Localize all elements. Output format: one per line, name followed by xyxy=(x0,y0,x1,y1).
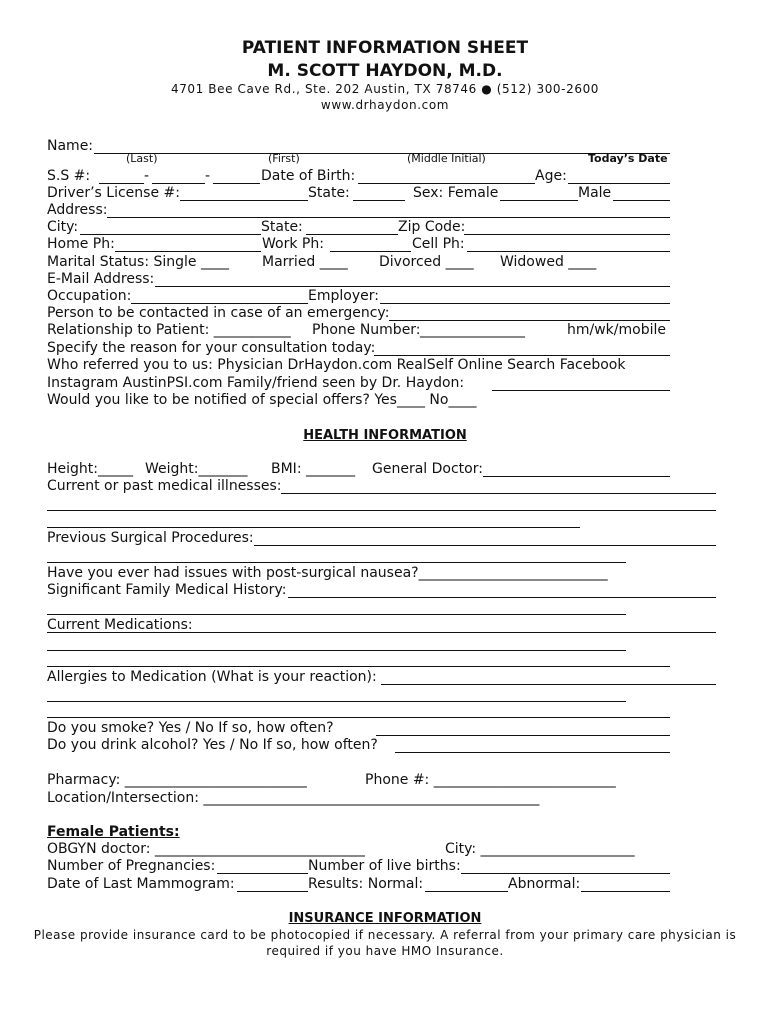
employer-label: Employer: xyxy=(308,288,379,304)
allergies-label: Allergies to Medication (What is your reaction): xyxy=(47,669,377,685)
first-caption: (First) xyxy=(268,152,300,165)
family-history-field[interactable] xyxy=(288,597,716,598)
address-label: Address: xyxy=(47,202,108,218)
mammogram-field[interactable] xyxy=(237,891,308,892)
general-doctor-field[interactable] xyxy=(483,476,670,477)
home-phone-field[interactable] xyxy=(115,251,261,252)
last-caption: (Last) xyxy=(126,152,158,165)
smoke-field[interactable] xyxy=(376,735,670,736)
license-label: Driver’s License #: xyxy=(47,185,180,201)
illnesses-line-3[interactable] xyxy=(47,527,580,528)
state-label: State: xyxy=(261,219,303,235)
website: www.drhaydon.com xyxy=(320,98,450,112)
city-field[interactable] xyxy=(80,234,261,235)
obgyn-field[interactable]: OBGYN doctor: ______________________________ xyxy=(47,841,365,857)
phone-type-label: hm/wk/mobile xyxy=(567,322,666,338)
abnormal-label: Abnormal: xyxy=(508,876,581,892)
age-field[interactable] xyxy=(568,183,670,184)
smoke-question[interactable]: Do you smoke? Yes / No If so, how often? xyxy=(47,720,334,736)
allergies-line-2[interactable] xyxy=(47,701,626,702)
zip-field[interactable] xyxy=(464,234,670,235)
ss-field-2[interactable] xyxy=(152,183,205,184)
referral-options-2[interactable]: Instagram AustinPSI.com Family/friend seen by Dr. Haydon: xyxy=(47,375,465,391)
obgyn-city-field[interactable]: City: ______________________ xyxy=(445,841,635,857)
occupation-field[interactable] xyxy=(131,303,308,304)
insurance-heading: INSURANCE INFORMATION xyxy=(288,911,482,926)
illnesses-line-2[interactable] xyxy=(47,510,716,511)
reason-label: Specify the reason for your consultation today: xyxy=(47,340,376,356)
medications-label: Current Medications: xyxy=(47,617,193,633)
results-normal-field[interactable] xyxy=(425,891,508,892)
reason-field[interactable] xyxy=(374,355,670,356)
family-friend-field[interactable] xyxy=(492,390,670,391)
phone-number-label: Phone Number: xyxy=(312,322,421,338)
height-field[interactable]: Height:_____ xyxy=(47,461,133,477)
employer-field[interactable] xyxy=(380,303,670,304)
ss-label: S.S #: xyxy=(47,168,91,184)
office-address: 4701 Bee Cave Rd., Ste. 202 Austin, TX 78746 ● (512) 300-2600 xyxy=(170,82,600,96)
surgical-field[interactable] xyxy=(254,545,716,546)
home-phone-label: Home Ph: xyxy=(47,236,115,252)
ss-dash-2: - xyxy=(205,168,211,184)
email-field[interactable] xyxy=(155,286,670,287)
email-label: E-Mail Address: xyxy=(47,271,155,287)
sex-female-field[interactable] xyxy=(500,200,578,201)
state-field[interactable] xyxy=(306,234,398,235)
city-label: City: xyxy=(47,219,79,235)
illnesses-label: Current or past medical illnesses: xyxy=(47,478,282,494)
dob-field[interactable] xyxy=(358,183,535,184)
marital-single[interactable]: Marital Status: Single ____ xyxy=(47,254,229,270)
allergies-line-3[interactable] xyxy=(47,717,670,718)
license-state-field[interactable] xyxy=(353,200,405,201)
pregnancies-label: Number of Pregnancies: xyxy=(47,858,216,874)
work-phone-field[interactable] xyxy=(330,251,411,252)
pregnancies-field[interactable] xyxy=(217,873,308,874)
medications-line-2[interactable] xyxy=(47,632,626,633)
name-label: Name: xyxy=(47,138,94,154)
surgical-line-2[interactable] xyxy=(47,562,626,563)
todays-date-caption: Today’s Date xyxy=(588,152,668,165)
family-history-line-2[interactable] xyxy=(47,614,626,615)
marital-married[interactable]: Married ____ xyxy=(262,254,348,270)
name-field[interactable] xyxy=(94,153,670,154)
middle-caption: (Middle Initial) xyxy=(407,152,486,165)
results-normal-label: Results: Normal: xyxy=(308,876,424,892)
referral-options[interactable]: Who referred you to us: Physician DrHaydon.com RealSelf Online Search Facebook xyxy=(47,357,626,373)
bmi-field[interactable]: BMI: _______ xyxy=(271,461,355,477)
sex-male-field[interactable] xyxy=(613,200,670,201)
sex-male-label: Male xyxy=(578,185,612,201)
emergency-label: Person to be contacted in case of an emergency: xyxy=(47,305,390,321)
allergies-field[interactable] xyxy=(381,684,716,685)
pharmacy-phone-field[interactable]: Phone #: __________________________ xyxy=(365,772,616,788)
form-title: PATIENT INFORMATION SHEET xyxy=(241,38,529,58)
ss-field-3[interactable] xyxy=(213,183,260,184)
medications-line-4[interactable] xyxy=(47,666,670,667)
zip-label: Zip Code: xyxy=(398,219,466,235)
license-state-label: State: xyxy=(308,185,350,201)
ss-dash-1: - xyxy=(144,168,150,184)
alcohol-field[interactable] xyxy=(395,752,670,753)
medications-line-3[interactable] xyxy=(47,650,626,651)
live-births-label: Number of live births: xyxy=(308,858,461,874)
live-births-field[interactable] xyxy=(461,873,670,874)
doctor-name: M. SCOTT HAYDON, M.D. xyxy=(267,61,503,81)
dob-label: Date of Birth: xyxy=(261,168,356,184)
ss-field-1[interactable] xyxy=(99,183,144,184)
weight-field[interactable]: Weight:_______ xyxy=(145,461,248,477)
age-label: Age: xyxy=(535,168,567,184)
marital-divorced[interactable]: Divorced ____ xyxy=(379,254,474,270)
general-doctor-label: General Doctor: xyxy=(372,461,483,477)
family-history-label: Significant Family Medical History: xyxy=(47,582,287,598)
female-heading: Female Patients: xyxy=(47,824,180,840)
phone-number-field[interactable]: _______________ xyxy=(420,322,525,338)
mammogram-label: Date of Last Mammogram: xyxy=(47,876,235,892)
insurance-note-1: Please provide insurance card to be photocopied if necessary. A referral from your primary care physician is xyxy=(33,928,737,942)
cell-phone-field[interactable] xyxy=(467,251,670,252)
insurance-note-2: required if you have HMO Insurance. xyxy=(266,944,504,958)
illnesses-field[interactable] xyxy=(281,493,716,494)
surgical-label: Previous Surgical Procedures: xyxy=(47,530,254,546)
occupation-label: Occupation: xyxy=(47,288,132,304)
work-phone-label: Work Ph: xyxy=(262,236,324,252)
health-heading: HEALTH INFORMATION xyxy=(303,428,467,443)
address-field[interactable] xyxy=(107,217,670,218)
alcohol-question[interactable]: Do you drink alcohol? Yes / No If so, how often? xyxy=(47,737,378,753)
pharmacy-field[interactable]: Pharmacy: __________________________ xyxy=(47,772,307,788)
cell-phone-label: Cell Ph: xyxy=(412,236,465,252)
license-field[interactable] xyxy=(180,200,308,201)
location-field[interactable]: Location/Intersection: ________________________________________________ xyxy=(47,790,540,806)
emergency-field[interactable] xyxy=(389,320,670,321)
relationship-label[interactable]: Relationship to Patient: ___________ xyxy=(47,322,291,338)
abnormal-field[interactable] xyxy=(581,891,670,892)
nausea-question[interactable]: Have you ever had issues with post-surgical nausea?___________________________ xyxy=(47,565,608,581)
special-offers-question[interactable]: Would you like to be notified of special offers? Yes____ No____ xyxy=(47,392,477,408)
sex-female-label: Sex: Female xyxy=(413,185,499,201)
marital-widowed[interactable]: Widowed ____ xyxy=(500,254,597,270)
